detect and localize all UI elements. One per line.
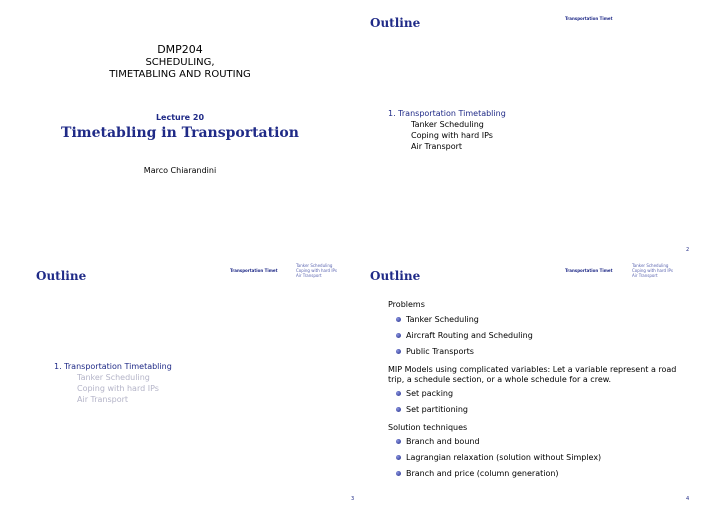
- slide-outline-2: [0, 255, 360, 510]
- page-number: 3: [351, 496, 355, 502]
- nav-subsection[interactable]: Tanker Scheduling: [632, 263, 669, 268]
- bullet-icon: [396, 471, 401, 476]
- toc-item[interactable]: Air Transport: [411, 142, 463, 151]
- course-title-line2: TIMETABLING AND ROUTING: [109, 69, 251, 80]
- author: Marco Chiarandini: [143, 166, 217, 175]
- mip-line: trip, a schedule section, or a whole schedule for a crew.: [388, 375, 612, 384]
- nav-subsection[interactable]: Coping with hard IPs: [632, 268, 673, 273]
- bullet-icon: [396, 317, 401, 322]
- nav-subsections: [296, 263, 337, 278]
- toc-item[interactable]: Tanker Scheduling: [411, 120, 484, 129]
- page-number: 4: [686, 496, 690, 502]
- solution-heading: Solution techniques: [388, 423, 468, 432]
- page-number: 2: [686, 247, 690, 253]
- slide-title: Outline: [370, 269, 421, 283]
- toc-section[interactable]: 1. Transportation Timetabling: [54, 362, 172, 371]
- bullet-icon: [396, 391, 401, 396]
- mip-text: [388, 365, 714, 385]
- mip-line: MIP Models using complicated variables: Let a variable represent a road: [388, 365, 677, 374]
- nav-section-link[interactable]: Transportation Timet: [565, 16, 613, 21]
- lecture-title: Timetabling in Transportation: [61, 125, 299, 141]
- nav-subsection[interactable]: Air Transport: [632, 273, 658, 278]
- bullet-icon: [396, 349, 401, 354]
- slide-title: [0, 0, 360, 255]
- nav-subsection[interactable]: Coping with hard IPs: [296, 268, 337, 273]
- bullet-icon: [396, 407, 401, 412]
- course-title: [0, 57, 360, 81]
- slide-title: Outline: [370, 16, 421, 30]
- nav-subsections: [632, 263, 673, 278]
- toc-section[interactable]: 1. Transportation Timetabling: [388, 109, 506, 118]
- slide-outline-3: Outline Transportation Timet Tanker Scheduling Coping with hard IPs Air Transport Problems Tanker Scheduling Aircraft Routing and Scheduling Public Transports MIP Models using complicated variables: Let a variable represent a road trip, a schedule section, or a whole schedule for a crew. Set packing Set partitioning Solution techniques Branch and bound Lagrangian relaxation (solution without Simplex) Branch and price (column generation) 4: [360, 255, 720, 510]
- toc-item[interactable]: Coping with hard IPs: [77, 384, 159, 393]
- problems-heading: Problems: [388, 300, 425, 309]
- nav-section-link[interactable]: Transportation Timet: [565, 268, 613, 273]
- nav-subsection[interactable]: Air Transport: [296, 273, 322, 278]
- bullet-icon: [396, 333, 401, 338]
- toc-item[interactable]: Coping with hard IPs: [411, 131, 493, 140]
- nav-section-link[interactable]: Transportation Timet: [230, 268, 278, 273]
- slide-outline-1: [360, 0, 720, 255]
- toc-item[interactable]: Air Transport: [77, 395, 129, 404]
- slide-title: Outline: [36, 269, 87, 283]
- toc-item[interactable]: Tanker Scheduling: [77, 373, 150, 382]
- course-code: DMP204: [157, 43, 203, 56]
- bullet-icon: [396, 455, 401, 460]
- lecture-number: Lecture 20: [155, 113, 205, 122]
- course-title-line1: SCHEDULING,: [145, 57, 215, 68]
- nav-subsection[interactable]: Tanker Scheduling: [296, 263, 333, 268]
- bullet-icon: [396, 439, 401, 444]
